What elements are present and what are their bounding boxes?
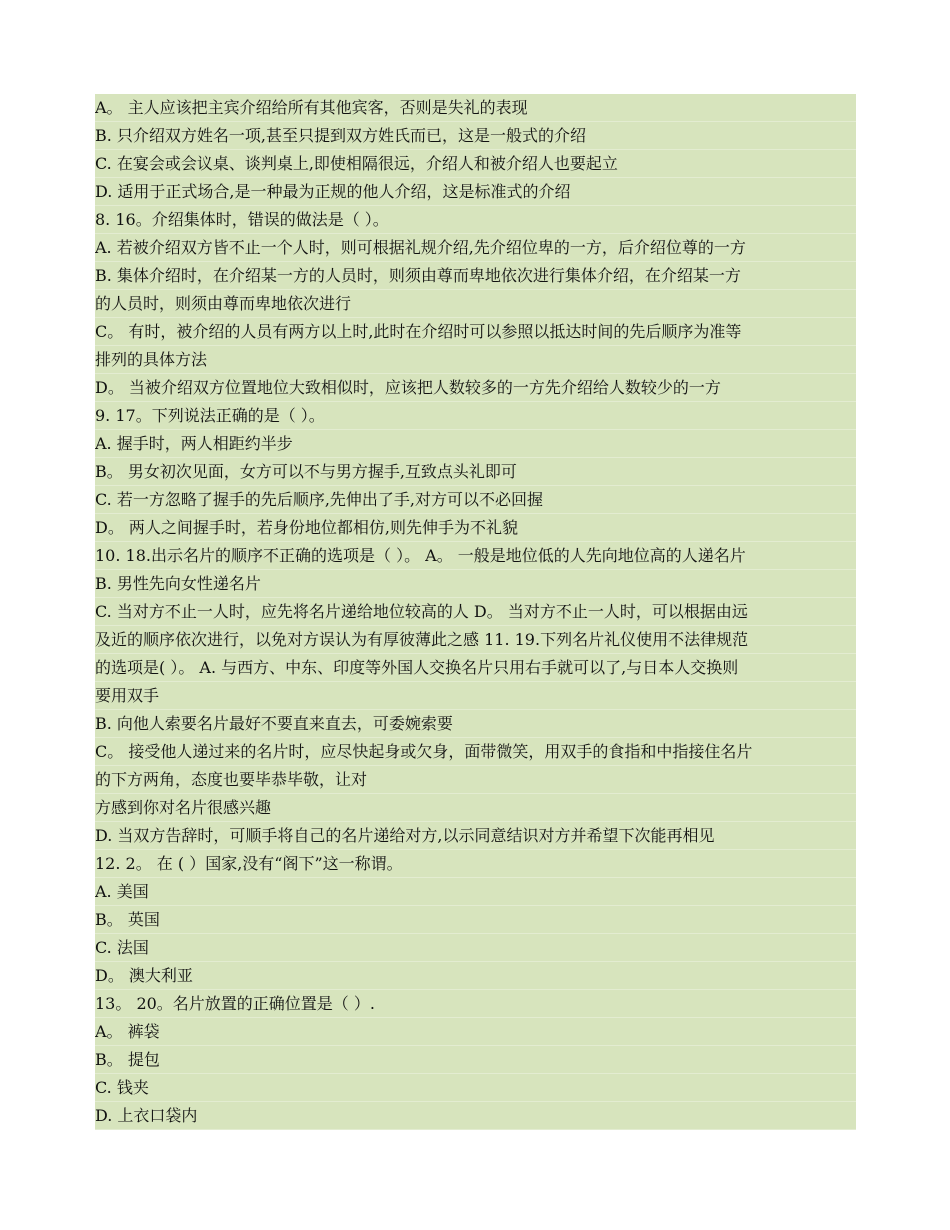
text-line: D. 当双方告辞时，可顺手将自己的名片递给对方,以示同意结识对方并希望下次能再相见 [95, 822, 856, 850]
text-line: D。 当被介绍双方位置地位大致相似时，应该把人数较多的一方先介绍给人数较少的一方 [95, 374, 856, 402]
text-line: 及近的顺序依次进行，以免对方误认为有厚彼薄此之感 11. 19.下列名片礼仪使用不法律规范 [95, 626, 856, 654]
text-line: D。 两人之间握手时，若身份地位都相仿,则先伸手为不礼貌 [95, 514, 856, 542]
text-line: 的选项是( ）。 A. 与西方、中东、印度等外国人交换名片只用右手就可以了,与日本人交换则 [95, 654, 856, 682]
text-line: B. 男性先向女性递名片 [95, 570, 856, 598]
text-line: 10. 18.出示名片的顺序不正确的选项是（ ）。 A。 一般是地位低的人先向地位高的人递名片 [95, 542, 856, 570]
text-line: A。 裤袋 [95, 1018, 856, 1046]
text-line: C。 有时，被介绍的人员有两方以上时,此时在介绍时可以参照以抵达时间的先后顺序为准等 [95, 318, 856, 346]
text-line: B。 男女初次见面，女方可以不与男方握手,互致点头礼即可 [95, 458, 856, 486]
text-line: D. 适用于正式场合,是一种最为正规的他人介绍，这是标准式的介绍 [95, 178, 856, 206]
text-line: 13。 20。名片放置的正确位置是（ ）. [95, 990, 856, 1018]
text-line: 9. 17。下列说法正确的是（ ）。 [95, 402, 856, 430]
text-line: 12. 2。 在 ( ）国家,没有“阁下”这一称谓。 [95, 850, 856, 878]
text-line: 的人员时，则须由尊而卑地依次进行 [95, 290, 856, 318]
text-line: B。 提包 [95, 1046, 856, 1074]
text-line: C. 在宴会或会议桌、谈判桌上,即使相隔很远，介绍人和被介绍人也要起立 [95, 150, 856, 178]
text-line: A. 握手时，两人相距约半步 [95, 430, 856, 458]
text-line: A. 美国 [95, 878, 856, 906]
document-body [95, 94, 856, 1130]
text-line: B. 向他人索要名片最好不要直来直去，可委婉索要 [95, 710, 856, 738]
text-line: 排列的具体方法 [95, 346, 856, 374]
text-line: C. 若一方忽略了握手的先后顺序,先伸出了手,对方可以不必回握 [95, 486, 856, 514]
text-line: B. 只介绍双方姓名一项,甚至只提到双方姓氏而已，这是一般式的介绍 [95, 122, 856, 150]
text-line: C. 法国 [95, 934, 856, 962]
text-line: 要用双手 [95, 682, 856, 710]
text-line: D. 上衣口袋内 [95, 1102, 856, 1130]
text-line: 方感到你对名片很感兴趣 [95, 794, 856, 822]
text-line: C. 钱夹 [95, 1074, 856, 1102]
text-line: A. 若被介绍双方皆不止一个人时，则可根据礼规介绍,先介绍位卑的一方，后介绍位尊的一方 [95, 234, 856, 262]
text-line: A。 主人应该把主宾介绍给所有其他宾客，否则是失礼的表现 [95, 94, 856, 122]
text-line: D。 澳大利亚 [95, 962, 856, 990]
text-line: B. 集体介绍时，在介绍某一方的人员时，则须由尊而卑地依次进行集体介绍，在介绍某一方 [95, 262, 856, 290]
text-line: B。 英国 [95, 906, 856, 934]
text-line: 的下方两角，态度也要毕恭毕敬，让对 [95, 766, 856, 794]
text-line: C. 当对方不止一人时，应先将名片递给地位较高的人 D。 当对方不止一人时，可以根据由远 [95, 598, 856, 626]
text-line: C。 接受他人递过来的名片时，应尽快起身或欠身，面带微笑，用双手的食指和中指接住名片 [95, 738, 856, 766]
text-line: 8. 16。介绍集体时，错误的做法是（ ）。 [95, 206, 856, 234]
